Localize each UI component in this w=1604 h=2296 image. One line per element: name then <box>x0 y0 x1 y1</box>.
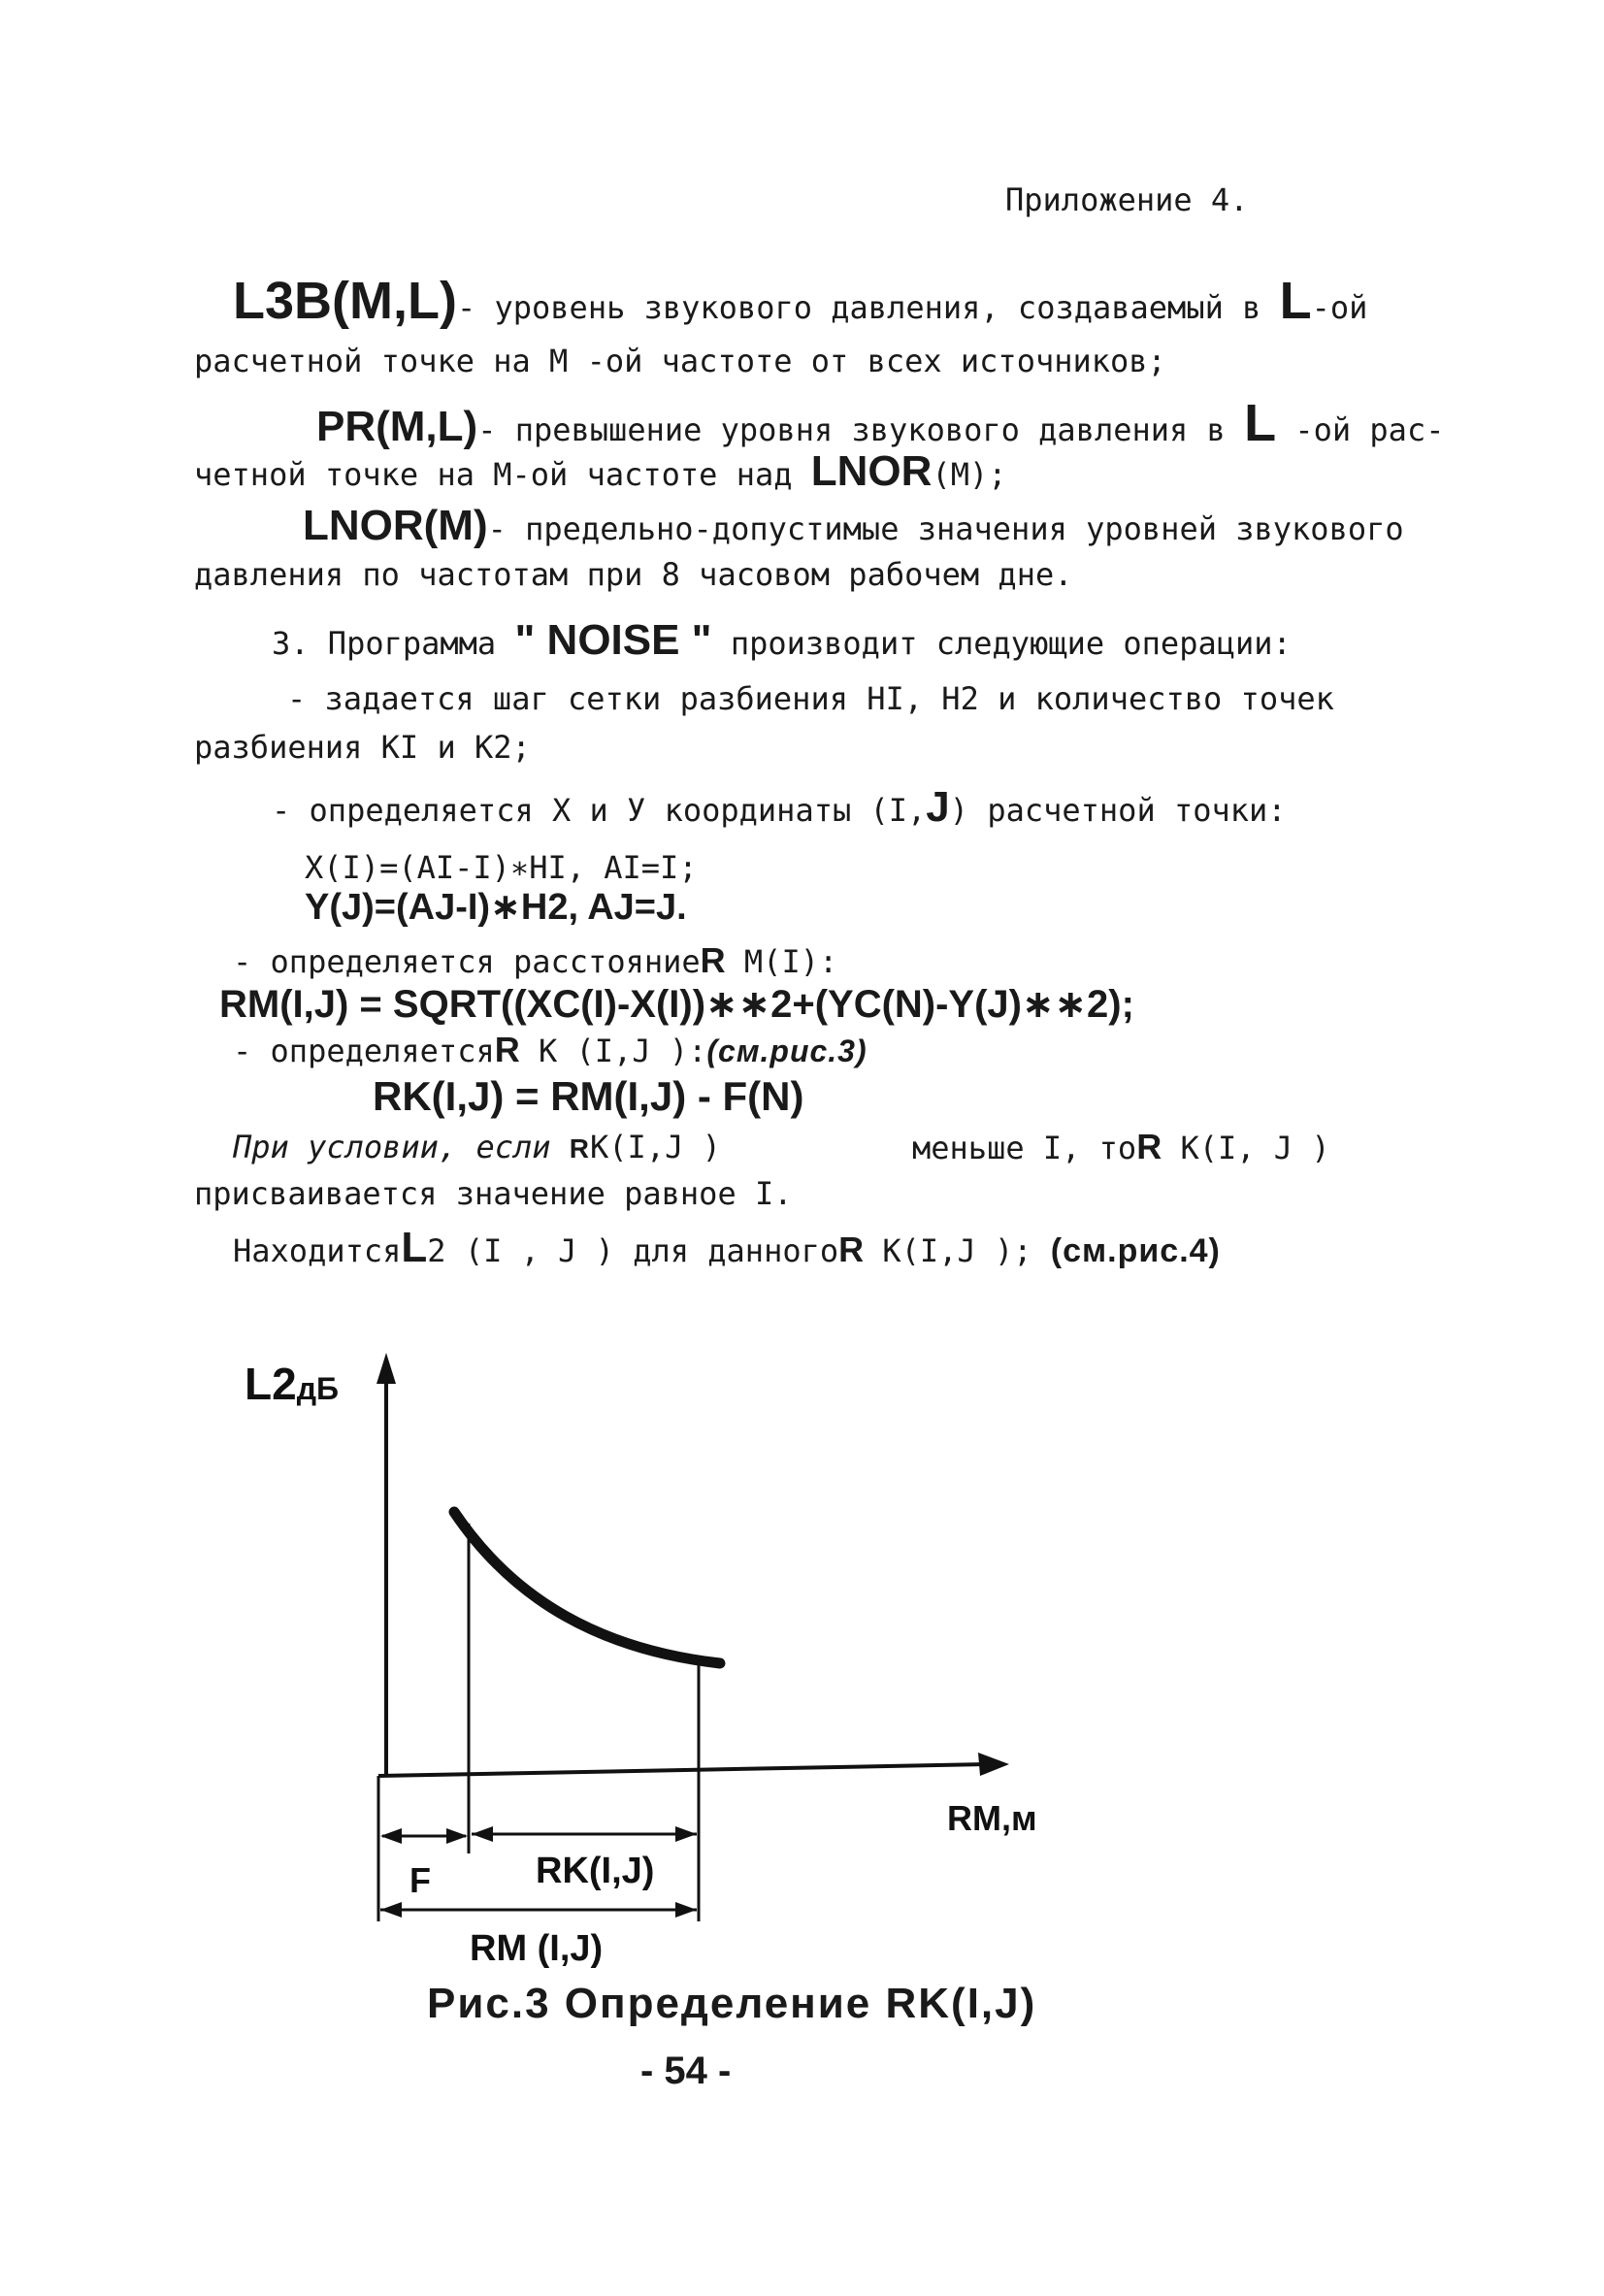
find-tail: K(I,J ); <box>864 1232 1051 1269</box>
definition-l3b-line2: расчетной точке на М -ой частоте от всех источников; <box>194 343 1166 379</box>
operation-1-line2: разбиения KI и K2; <box>194 729 531 766</box>
dim-f-arrow-left <box>380 1828 402 1844</box>
program-intro <box>272 617 1292 667</box>
dim-rk-arrow-left <box>472 1826 493 1842</box>
figure-caption: Рис.3 Определение RK(I,J) <box>427 1980 1037 2027</box>
y-axis-label-main: L2 <box>245 1359 297 1409</box>
symbol-r: R <box>569 1133 591 1164</box>
program-name: " NOISE " <box>514 616 712 664</box>
operation-2-text: - определяется X и У координаты (I, <box>272 792 927 829</box>
operation-3 <box>233 937 837 985</box>
operation-2 <box>272 784 1287 834</box>
definition-pr-line2 <box>194 448 1006 498</box>
dim-f-label: F <box>409 1860 431 1900</box>
symbol-r: R <box>1136 1127 1162 1166</box>
condition-rk-tail: K(I, J ) <box>1162 1130 1330 1166</box>
figure-reference-4: (см.рис.4) <box>1050 1232 1221 1269</box>
find-line <box>233 1225 1221 1274</box>
condition-text-end: меньше I, то <box>912 1130 1137 1166</box>
definition-pr-text2: четной точке на М-ой частоте над <box>194 456 811 493</box>
dim-rm-label: RM (I,J) <box>470 1928 604 1969</box>
dim-rm-arrow-right <box>675 1902 697 1918</box>
y-axis-label <box>245 1359 339 1409</box>
symbol-lnor-m: LNOR(M) <box>303 502 488 549</box>
operation-4-mid: K (I,J ): <box>519 1033 707 1069</box>
definition-pr-line1 <box>316 394 1445 453</box>
page-number: - 54 - <box>640 2050 732 2092</box>
operation-1-line1: - задается шаг сетки разбиения HI, H2 и количество точек <box>287 680 1334 717</box>
y-axis-label-unit: дБ <box>296 1371 339 1406</box>
symbol-pr: PR(M,L) <box>316 403 478 450</box>
operation-2-end: ) расчетной точки: <box>949 792 1287 829</box>
dim-f-arrow-right <box>446 1828 468 1844</box>
x-axis-label: RM,м <box>947 1798 1037 1838</box>
symbol-r: R <box>494 1030 520 1069</box>
definition-l3b-text: - уровень звукового давления, создаваемый в <box>456 289 1280 326</box>
dim-rk-label: RK(I,J) <box>536 1851 655 1891</box>
definition-pr-text2-end: (М); <box>932 456 1007 493</box>
operation-4 <box>233 1027 867 1074</box>
find-text: Находится <box>233 1232 402 1269</box>
symbol-r: R <box>700 940 726 980</box>
symbol-l: L <box>401 1224 428 1271</box>
figure-rk-definition <box>194 1349 1067 1970</box>
dim-rk-arrow-right <box>675 1826 697 1842</box>
formula-y: Y(J)=(AJ-I)∗H2, AJ=J. <box>305 887 687 928</box>
symbol-lnor: LNOR <box>810 447 933 495</box>
condition-line1-start <box>233 1124 721 1172</box>
definition-lnor-line2: давления по частотам при 8 часовом рабочем дне. <box>194 556 1073 593</box>
appendix-label: Приложение 4. <box>1005 181 1249 218</box>
symbol-r: R <box>838 1230 865 1269</box>
condition-line1-end <box>912 1124 1330 1171</box>
symbol-l: L <box>1279 272 1312 330</box>
definition-lnor-text: - предельно-допустимые значения уровней звукового <box>487 510 1404 547</box>
operation-3-end: М(I): <box>725 943 838 980</box>
symbol-l3b: L3B(M,L) <box>233 272 457 330</box>
definition-l3b-line1 <box>233 272 1368 331</box>
definition-pr-text-end: -ой рас- <box>1276 411 1445 448</box>
find-mid: 2 (I , J ) для данного <box>427 1232 839 1269</box>
symbol-j: J <box>926 783 950 831</box>
formula-rk: RK(I,J) = RM(I,J) - F(N) <box>373 1073 804 1119</box>
definition-pr-text: - превышение уровня звукового давления в <box>477 411 1245 448</box>
program-intro-text: 3. Программа <box>272 625 515 662</box>
condition-rk: K(I,J ) <box>590 1129 721 1165</box>
y-axis-arrow <box>376 1353 396 1384</box>
program-intro-end: производит следующие операции: <box>711 625 1292 662</box>
operation-4-text: - определяется <box>233 1033 495 1069</box>
condition-text: При условии, если <box>233 1129 570 1165</box>
dim-rm-arrow-left <box>380 1902 402 1918</box>
definition-lnor-line1 <box>303 503 1404 552</box>
formula-rm: RM(I,J) = SQRT((XC(I)-X(I))∗∗2+(YC(N)-Y(J)∗∗2); <box>219 983 1134 1026</box>
x-axis-arrow <box>978 1753 1009 1776</box>
definition-l3b-text-end: -ой <box>1311 289 1368 326</box>
figure-reference-3: (см.рис.3) <box>706 1033 867 1068</box>
formula-x: X(I)=(AI-I)∗HI, AI=I; <box>305 849 698 886</box>
condition-line2: присваивается значение равное I. <box>194 1175 793 1212</box>
level-curve <box>454 1512 720 1663</box>
operation-3-text: - определяется расстояние <box>233 943 701 980</box>
symbol-l: L <box>1244 394 1277 452</box>
